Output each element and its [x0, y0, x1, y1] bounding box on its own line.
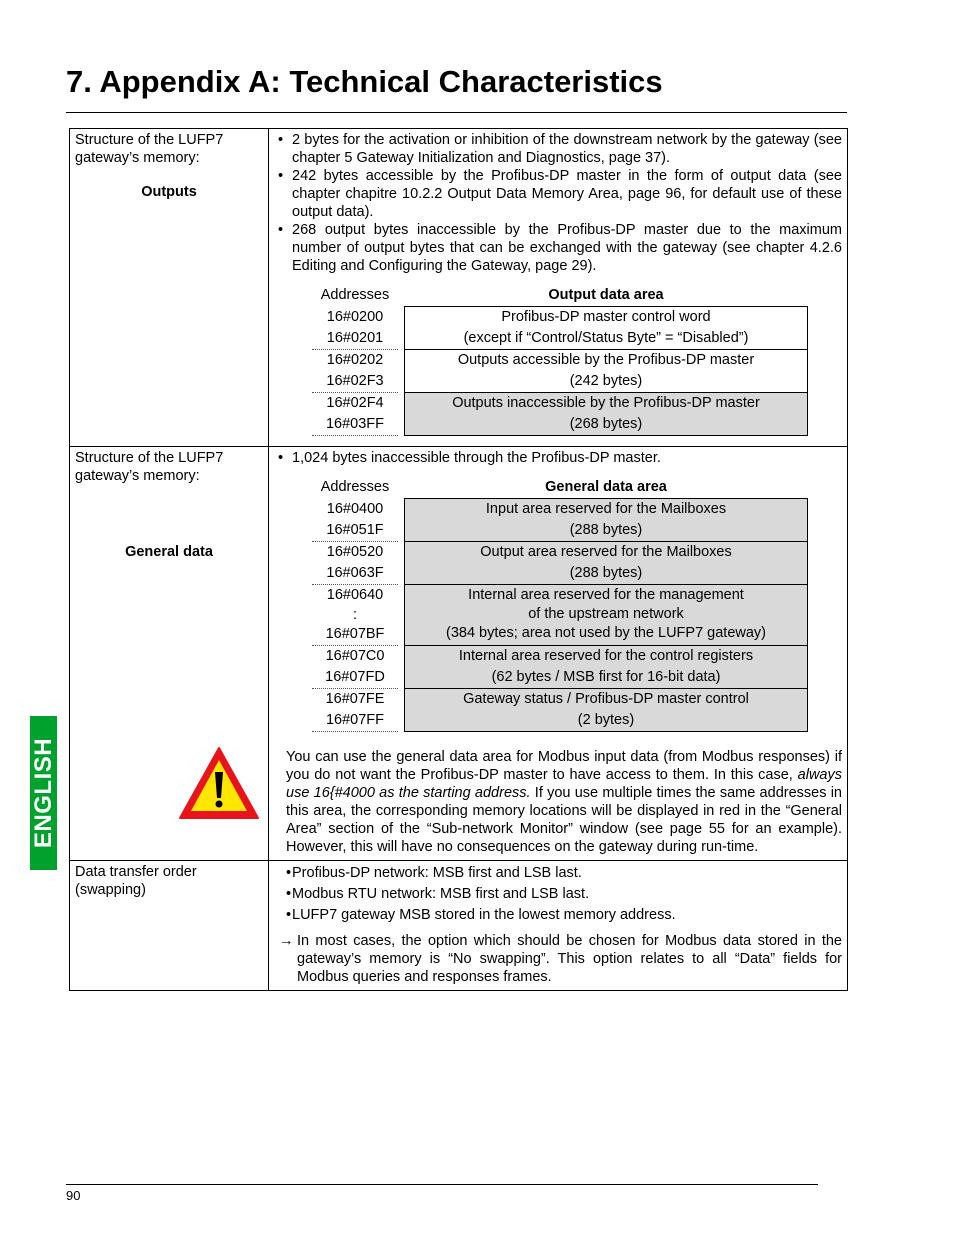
- area-detail: (242 bytes): [569, 373, 643, 389]
- swapping-label: Data transfer order (swapping): [75, 864, 197, 898]
- memory-row: [312, 585, 808, 646]
- page-title: 7. Appendix A: Technical Characteristics: [66, 64, 663, 99]
- memory-row: [312, 350, 808, 393]
- characteristics-table: [69, 128, 848, 991]
- address-end: 16#07BF: [325, 626, 385, 642]
- outputs-row: [70, 129, 848, 447]
- general-bullet: • 1,024 bytes inaccessible through the Profibus-DP master.: [274, 449, 842, 467]
- swapping-bullets: [282, 863, 842, 926]
- outputs-bullet: • 2 bytes for the activation or inhibition of the downstream network by the gateway (see chapter 5 Gateway Initialization and Diagnostics, page 37).: [274, 131, 842, 167]
- swapping-bullet: • LUFP7 gateway MSB stored in the lowest memory address.: [282, 905, 842, 926]
- addresses-header: Addresses: [320, 287, 390, 304]
- address-start: 16#07C0: [325, 648, 385, 664]
- address-start: 16#02F4: [326, 395, 384, 411]
- outputs-content-cell: [269, 129, 848, 447]
- general-label: Structure of the LUFP7 gateway’s memory:: [75, 450, 224, 484]
- area-detail: (384 bytes; area not used by the LUFP7 gateway): [446, 625, 766, 641]
- area-label-cont: of the upstream network: [528, 606, 684, 622]
- addresses-header: Addresses: [320, 479, 390, 496]
- address-start: 16#07FE: [325, 691, 385, 707]
- address-end: 16#063F: [326, 565, 384, 581]
- address-start: 16#0200: [326, 308, 384, 325]
- swapping-note-text: In most cases, the option which should be chosen for Modbus data stored in the gateway’s memory is “No swapping”. This option relates to all “Data” fields for Modbus queries and responses frames.: [297, 933, 842, 985]
- memory-row: [312, 499, 808, 542]
- address-end: 16#02F3: [326, 373, 384, 389]
- address-end: 16#0201: [326, 329, 384, 346]
- area-label: Input area reserved for the Mailboxes: [485, 501, 727, 517]
- page-number: 90: [66, 1188, 81, 1203]
- warning-paragraph: [286, 748, 842, 856]
- address-end: 16#03FF: [325, 416, 385, 432]
- general-content-cell: [269, 447, 848, 861]
- general-bold-label: General data: [125, 544, 213, 560]
- memory-row: [312, 307, 808, 350]
- area-label: Internal area reserved for the management: [468, 587, 744, 603]
- memory-row: [312, 646, 808, 689]
- memory-row: [312, 689, 808, 732]
- outputs-label-cell: [70, 129, 269, 447]
- general-area-header: General data area: [545, 479, 667, 495]
- swapping-label-cell: [70, 861, 269, 991]
- output-area-header: Output data area: [548, 287, 664, 303]
- address-start: 16#0202: [326, 352, 384, 368]
- area-label: Profibus-DP master control word: [501, 309, 711, 325]
- swapping-note: [279, 932, 842, 986]
- area-detail: (288 bytes): [569, 565, 643, 581]
- general-bullets: [274, 449, 842, 467]
- address-ellipsis: :: [352, 607, 358, 623]
- general-data-area-table: [312, 477, 808, 732]
- area-detail: (268 bytes): [569, 416, 643, 432]
- warning-icon: [178, 746, 260, 820]
- swapping-bullet: • Profibus-DP network: MSB first and LSB last.: [282, 863, 842, 884]
- swapping-row: [70, 861, 848, 991]
- area-detail: (288 bytes): [569, 522, 643, 538]
- area-detail: (except if “Control/Status Byte” = “Disabled”): [463, 330, 749, 346]
- output-data-area-table: [312, 285, 808, 436]
- address-start: 16#0640: [326, 587, 384, 603]
- address-end: 16#07FD: [325, 669, 385, 685]
- address-start: 16#0400: [326, 500, 384, 517]
- memory-row: [312, 393, 808, 436]
- language-side-tab-label: ENGLISH: [30, 737, 57, 849]
- warning-text-before: You can use the general data area for Modbus input data (from Modbus responses) if you do not want the Profibus-DP master to have access to them. In this case,: [286, 749, 842, 783]
- outputs-bullet: • 268 output bytes inaccessible by the Profibus-DP master due to the maximum number of output bytes that can be exchanged with the gateway (see chapter 4.2.6 Editing and Configuring the Gateway, page 29).: [274, 221, 842, 275]
- area-label: Internal area reserved for the control registers: [458, 648, 754, 664]
- outputs-bold-label: Outputs: [141, 184, 197, 200]
- area-detail: (62 bytes / MSB first for 16-bit data): [491, 669, 721, 685]
- area-label: Gateway status / Profibus-DP master control: [463, 691, 749, 707]
- area-detail: (2 bytes): [577, 712, 635, 728]
- area-label: Outputs accessible by the Profibus-DP master: [457, 352, 755, 368]
- swapping-content-cell: [269, 861, 848, 991]
- area-label: Output area reserved for the Mailboxes: [480, 544, 732, 560]
- address-end: 16#051F: [326, 521, 384, 538]
- arrow-icon: →: [279, 933, 294, 949]
- outputs-label: Structure of the LUFP7 gateway’s memory:: [75, 132, 224, 166]
- outputs-bullet: • 242 bytes accessible by the Profibus-DP master in the form of output data (see chapter chapitre 10.2.2 Output Data Memory Area, page 96, for default use of these output data).: [274, 167, 842, 221]
- swapping-bullet: • Modbus RTU network: MSB first and LSB last.: [282, 884, 842, 905]
- area-label: Outputs inaccessible by the Profibus-DP master: [452, 395, 760, 411]
- outputs-bullets: [274, 131, 842, 275]
- address-end: 16#07FF: [325, 712, 385, 728]
- footer-rule: [66, 1184, 818, 1185]
- warning-text-after: If you use multiple times the same addresses in this area, the corresponding memory locations will be displayed in red in the “General Area” section of the “Sub-network Monitor” window (see page 55 for an example). However, this will have no consequences on the gateway during run-time.: [286, 785, 842, 855]
- title-rule: [66, 112, 847, 113]
- memory-row: [312, 542, 808, 585]
- address-start: 16#0520: [326, 544, 384, 560]
- warning-text-italic: always use 16{#4000 as the starting address.: [286, 767, 842, 801]
